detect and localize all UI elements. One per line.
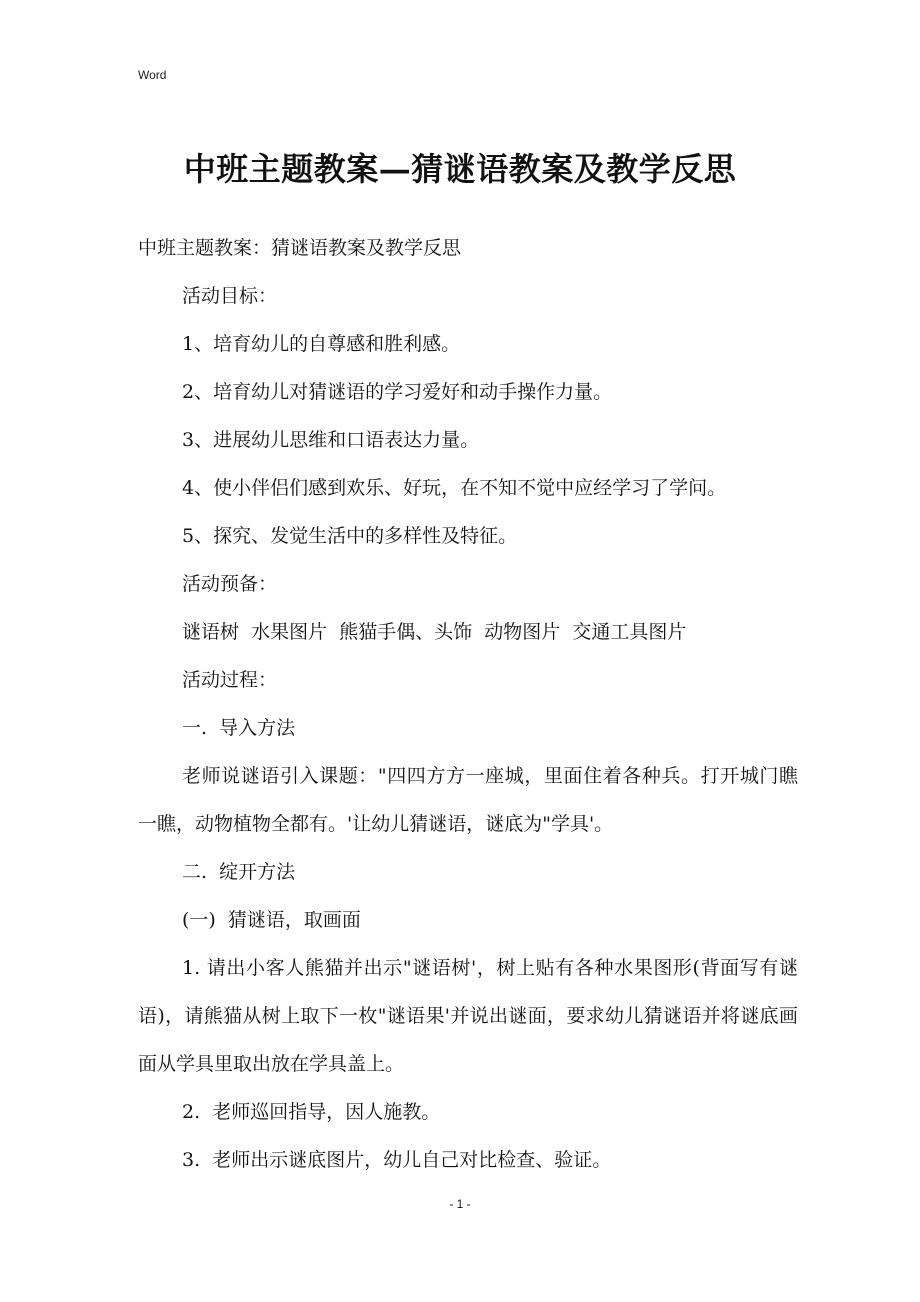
paragraph-goal-3: 3、进展幼儿思维和口语表达力量。	[182, 429, 480, 451]
paragraph-goal-2: 2、培育幼儿对猜谜语的学习爱好和动手操作力量。	[182, 381, 613, 403]
paragraph-goal-5: 5、探究、发觉生活中的多样性及特征。	[182, 525, 518, 547]
paragraph-step-intro: 一. 导入方法	[182, 717, 296, 739]
paragraph-item-2: 2. 老师巡回指导，因人施教。	[182, 1101, 441, 1123]
paragraph-process-heading: 活动过程：	[182, 669, 278, 691]
paragraph-preparation-items: 谜语树 水果图片 熊猫手偶、头饰 动物图片 交通工具图片	[182, 621, 687, 643]
paragraph-goals-heading: 活动目标：	[182, 285, 278, 307]
paragraph-step-expand: 二. 绽开方法	[182, 861, 296, 883]
paragraph-preparation-heading: 活动预备：	[182, 573, 278, 595]
paragraph-item-3: 3. 老师出示谜底图片，幼儿自己对比检查、验证。	[182, 1149, 612, 1171]
document-body	[138, 224, 798, 1184]
paragraph-goal-1: 1、培育幼儿的自尊感和胜利感。	[182, 333, 461, 355]
document-title: 中班主题教案—猜谜语教案及教学反思	[183, 150, 737, 188]
paragraph-subtitle: 中班主题教案：猜谜语教案及教学反思	[138, 237, 462, 259]
paragraph-goal-4: 4、使小伴侣们感到欢乐、好玩，在不知不觉中应经学习了学问。	[182, 477, 727, 499]
header-label: Word	[138, 68, 167, 82]
paragraph-item-1: 1. 请出小客人熊猫并出示"谜语树'，树上贴有各种水果图形(背面写有谜语)，请熊猫从树上取下一枚"谜语果'并说出谜面，要求幼儿猜谜语并将谜底画面从学具里取出放在学具盖上。	[138, 957, 798, 1075]
page-number: - 1 -	[449, 1197, 471, 1211]
paragraph-substep-1: (一) 猜谜语，取画面	[182, 909, 361, 931]
paragraph-riddle-intro: 老师说谜语引入课题："四四方方一座城，里面住着各种兵。打开城门瞧一瞧，动物植物全都有。'让幼儿猜谜语，谜底为"学具'。	[138, 765, 798, 835]
